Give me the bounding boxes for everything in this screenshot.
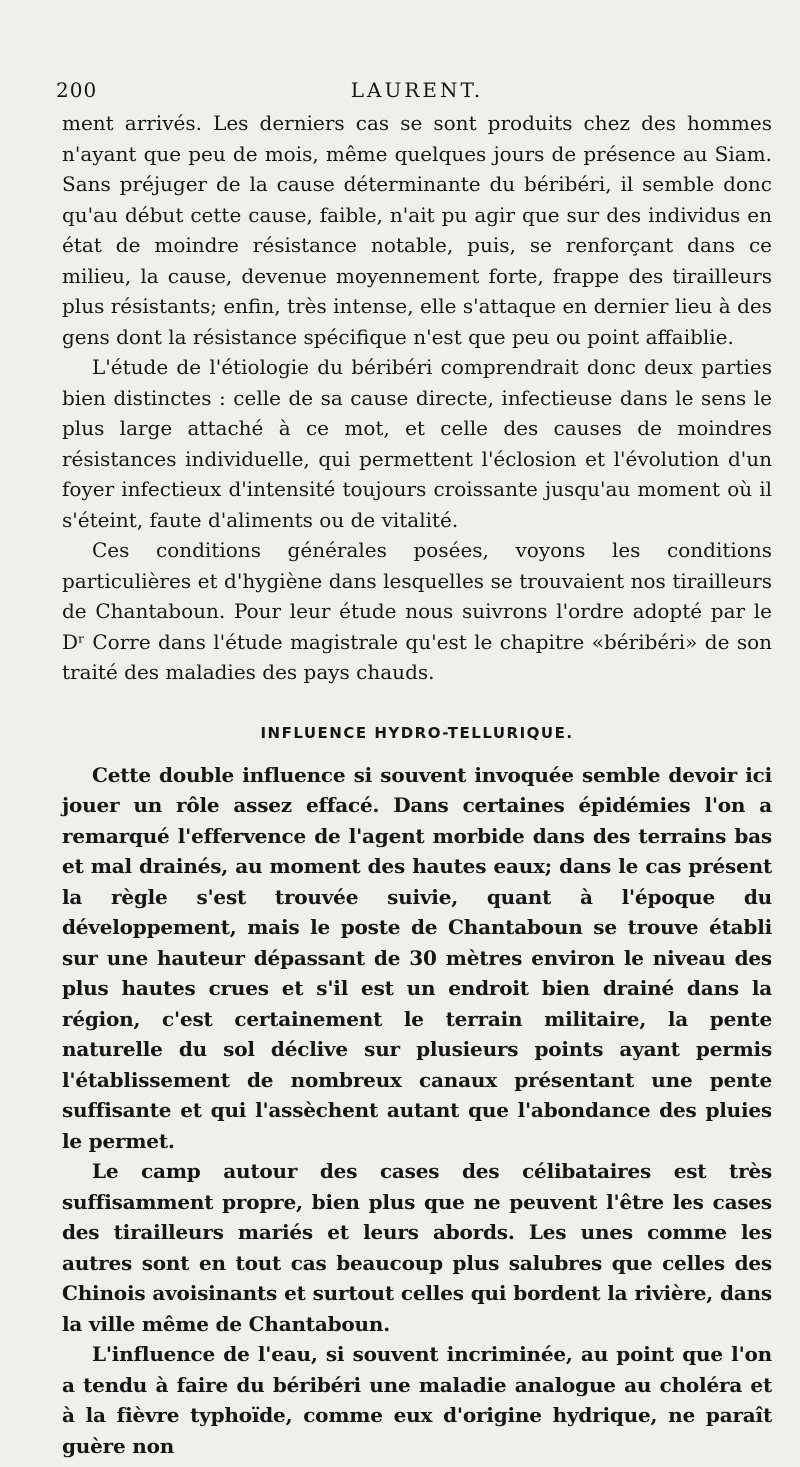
body-text-top (62, 108, 772, 688)
paragraph-etiology: L'étude de l'étiologie du béribéri comprendrait donc deux parties bien distinctes : celle de sa cause directe, infectieuse dans le sens le plus large attaché à ce mot, et celle des causes de moindres résistances individuelle, qui permettent l'éclosion et l'évolution d'un foyer infectieux d'intensité toujours croissante jusqu'au moment où il s'éteint, faute d'aliments ou de vitalité. (62, 355, 772, 532)
page-header (56, 78, 772, 108)
body-text-bottom (62, 760, 772, 1462)
paragraph-conditions: Ces conditions générales posées, voyons les conditions particulières et d'hygiène dans lesquelles se trouvaient nos tirailleurs de Chantaboun. Pour leur étude nous suivrons l'ordre adopté par le Dʳ Corre dans l'étude magistrale qu'est le chapitre «béribéri» de son traité des maladies des pays chauds. (62, 538, 772, 684)
paragraph-camp: Le camp autour des cases des célibataires est très suffisamment propre, bien plus que ne peuvent l'être les cases des tirailleurs mariés et leurs abords. Les unes comme les autres sont en tout cas beaucoup plus salubres que celles des Chinois avoisinants et surtout celles qui bordent la rivière, dans la ville même de Chantaboun. (62, 1159, 772, 1336)
paragraph-continuation: ment arrivés. Les derniers cas se sont produits chez des hommes n'ayant que peu de mois, même quelques jours de présence au Siam. Sans préjuger de la cause déterminante du béribéri, il semble donc qu'au début cette cause, faible, n'ait pu agir que sur des individus en état de moindre résistance notable, puis, se renforçant dans ce milieu, la cause, devenue moyennement forte, frappe des tirailleurs plus résistants; enfin, très intense, elle s'attaque en dernier lieu à des gens dont la résistance spécifique n'est que peu ou point affaiblie. (62, 111, 772, 349)
page-number: 200 (56, 78, 98, 102)
paragraph-influence: Cette double influence si souvent invoquée semble devoir ici jouer un rôle assez effacé. Dans certaines épidémies l'on a remarqué l'effervence de l'agent morbide dans des terrains bas et mal drainés, au moment des hautes eaux; dans le cas présent la règle s'est trouvée suivie, quant à l'époque du développement, mais le poste de Chantaboun se trouve établi sur une hauteur dépassant de 30 mètres environ le niveau des plus hautes crues et s'il est un endroit bien drainé dans la région, c'est certainement le terrain militaire, la pente naturelle du sol déclive sur plusieurs points ayant permis l'établissement de nombreux canaux présentant une pente suffisante et qui l'assèchent autant que l'abondance des pluies le permet. (62, 762, 772, 1153)
paragraph-water: L'influence de l'eau, si souvent incriminée, au point que l'on a tendu à faire du béribéri une maladie analogue au choléra et à la fièvre typhoïde, comme eux d'origine hydrique, ne paraît guère non (62, 1342, 772, 1458)
running-title: LAURENT. (350, 78, 484, 102)
section-heading: INFLUENCE HYDRO-TELLURIQUE. (260, 723, 574, 742)
